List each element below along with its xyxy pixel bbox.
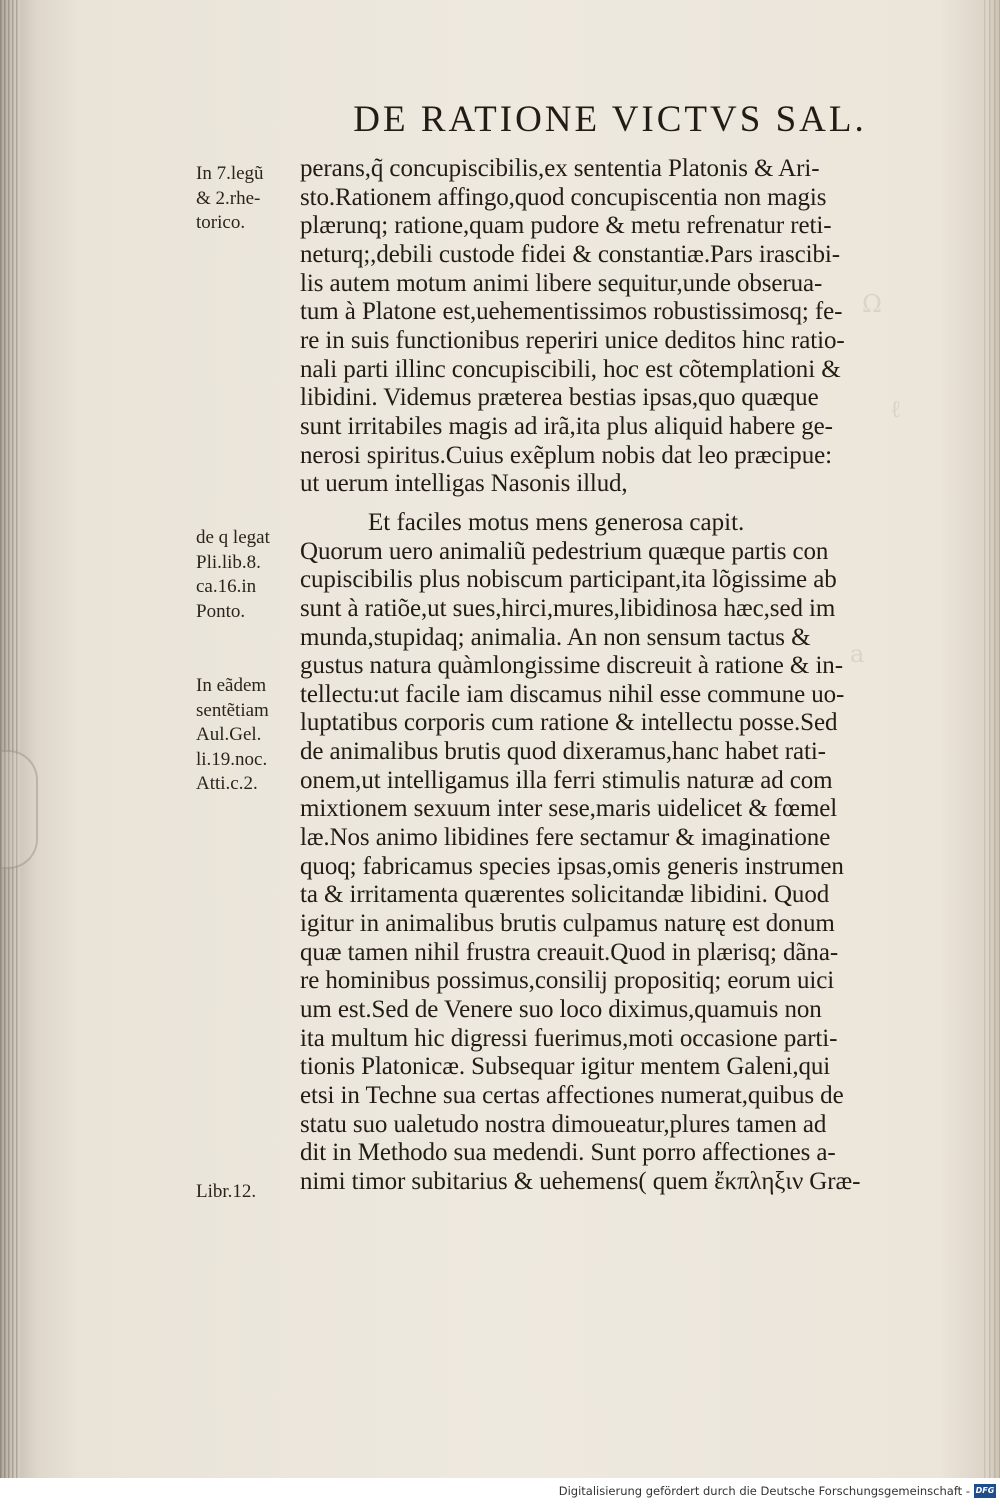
marginal-note-line: Atti.c.2.: [196, 773, 258, 794]
text-line: luptatibus corporis cum ratione & intellectu posse.Sed: [300, 709, 838, 737]
text-line: um est.Sed de Venere suo loco diximus,quamuis non: [300, 996, 822, 1024]
text-line: gustus natura quàmlongissime discreuit à ratione & in-: [300, 652, 843, 680]
text-line: plærunq; ratione,quam pudore & metu refrenatur reti-: [300, 212, 832, 240]
running-head: DE RATIONE VICTVS SAL.: [353, 99, 867, 140]
marginal-note-line: & 2.rhe-: [196, 187, 261, 209]
text-line: ta & irritamenta quærentes solicitandæ libidini. Quod: [300, 881, 830, 909]
text-line: ita multum hic digressi fuerimus,moti occasione parti-: [300, 1024, 838, 1052]
text-line: quæ tamen nihil frustra creauit.Quod in plærisq; dãna-: [300, 938, 839, 966]
text-line: sunt irritabiles magis ad irã,ita plus aliquid habere ge-: [300, 412, 833, 440]
text-line: re hominibus possimus,consilij propositiq; eorum uici: [300, 967, 835, 995]
text-line: mixtionem sexuum inter sese,maris uidelicet & fœmel: [300, 795, 838, 823]
text-line: de animalibus brutis quod dixeramus,hanc habet rati-: [300, 738, 826, 766]
show-through-mark: Ω: [862, 290, 882, 318]
text-line: munda,stupidaq; animalia. An non sensum tactus &: [300, 623, 811, 651]
text-line: cupiscibilis plus nobiscum participant,ita lõgissime ab: [300, 566, 837, 594]
funding-credit: Digitalisierung gefördert durch die Deutsche Forschungsgemeinschaft -: [558, 1484, 970, 1498]
text-line: dit in Methodo sua medendi. Sunt porro affectiones a-: [300, 1139, 836, 1167]
text-line: sto.Rationem affingo,quod concupiscentia non magis: [300, 183, 827, 211]
text-line: etsi in Techne sua certas affectiones numerat,quibus de: [300, 1082, 844, 1109]
marginal-note-line: Aul.Gel.: [196, 724, 262, 745]
marginal-note-line: In eãdem: [196, 675, 267, 696]
text-line: Quorum uero animaliũ pedestrium quæque partis con: [300, 537, 829, 565]
marginal-note-line: Libr.12.: [196, 1181, 257, 1202]
marginal-note: [196, 526, 270, 624]
marginal-note-line: Ponto.: [196, 600, 246, 622]
footer-bar: [0, 1478, 1000, 1505]
dfg-logo: DFG: [974, 1484, 996, 1498]
text-line: nerosi spiritus.Cuius exẽplum nobis dat leo præcipue:: [300, 441, 832, 469]
text-line: sunt à ratiõe,ut sues,hirci,mures,libidinosa hæc,sed im: [300, 594, 836, 622]
marginal-note-line: ca.16.in: [196, 576, 257, 597]
text-line: igitur in animalibus brutis culpamus naturę est donum: [300, 910, 835, 938]
marginal-note-line: Pli.lib.8.: [196, 551, 261, 573]
text-line: onem,ut intelligamus illa ferri stimulis naturæ ad com: [300, 766, 833, 794]
text-line: quoq; fabricamus species ipsas,omis generis instrumen: [300, 852, 844, 880]
verse-line: Et faciles motus mens generosa capit.: [368, 508, 745, 536]
text-line: tellectu:ut facile iam discamus nihil esse commune uo-: [300, 680, 845, 708]
text-line: statu suo ualetudo nostra dimoueatur,plures tamen ad: [300, 1110, 827, 1138]
text-line: læ.Nos animo libidines fere sectamur & imaginatione: [300, 824, 831, 852]
show-through-mark: ℓ: [890, 395, 902, 423]
text-line: libidini. Videmus præterea bestias ipsas,quo quæque: [300, 384, 819, 412]
marginal-note-line: li.19.noc.: [196, 748, 268, 770]
text-line: ut uerum intelligas Nasonis illud,: [300, 470, 628, 498]
page-clip: [2, 750, 38, 869]
text-line: perans,q̃ concupiscibilis,ex sententia Platonis & Ari-: [300, 155, 820, 182]
marginal-note: [196, 674, 269, 797]
marginal-note-line: In 7.legũ: [196, 163, 264, 184]
text-line: nimi timor subitarius & uehemens( quem ἔκπληξιν Græ-: [300, 1167, 861, 1195]
marginal-note: [196, 162, 264, 236]
marginal-note: [196, 1180, 256, 1205]
marginal-note-line: de q legat: [196, 527, 270, 548]
show-through-mark: a: [850, 640, 865, 668]
text-line: tionis Platonicæ. Subsequar igitur mentem Galeni,qui: [300, 1053, 831, 1081]
verse-spacer: [300, 499, 920, 509]
marginal-note-line: sentẽtiam: [196, 699, 269, 721]
text-line: nali parti illinc concupiscibili, hoc est cõtemplationi &: [300, 355, 841, 383]
body-text: [300, 155, 920, 1197]
text-line: re in suis functionibus reperiri unice deditos hinc ratio-: [300, 326, 845, 354]
text-line: neturq;,debili custode fidei & constantiæ.Pars irascibi-: [300, 240, 840, 268]
text-line: lis autem motum animi libere sequitur,unde obserua-: [300, 269, 823, 297]
marginal-note-line: torico.: [196, 212, 246, 233]
text-line: tum à Platone est,uehementissimos robustissimosq; fe-: [300, 298, 843, 326]
